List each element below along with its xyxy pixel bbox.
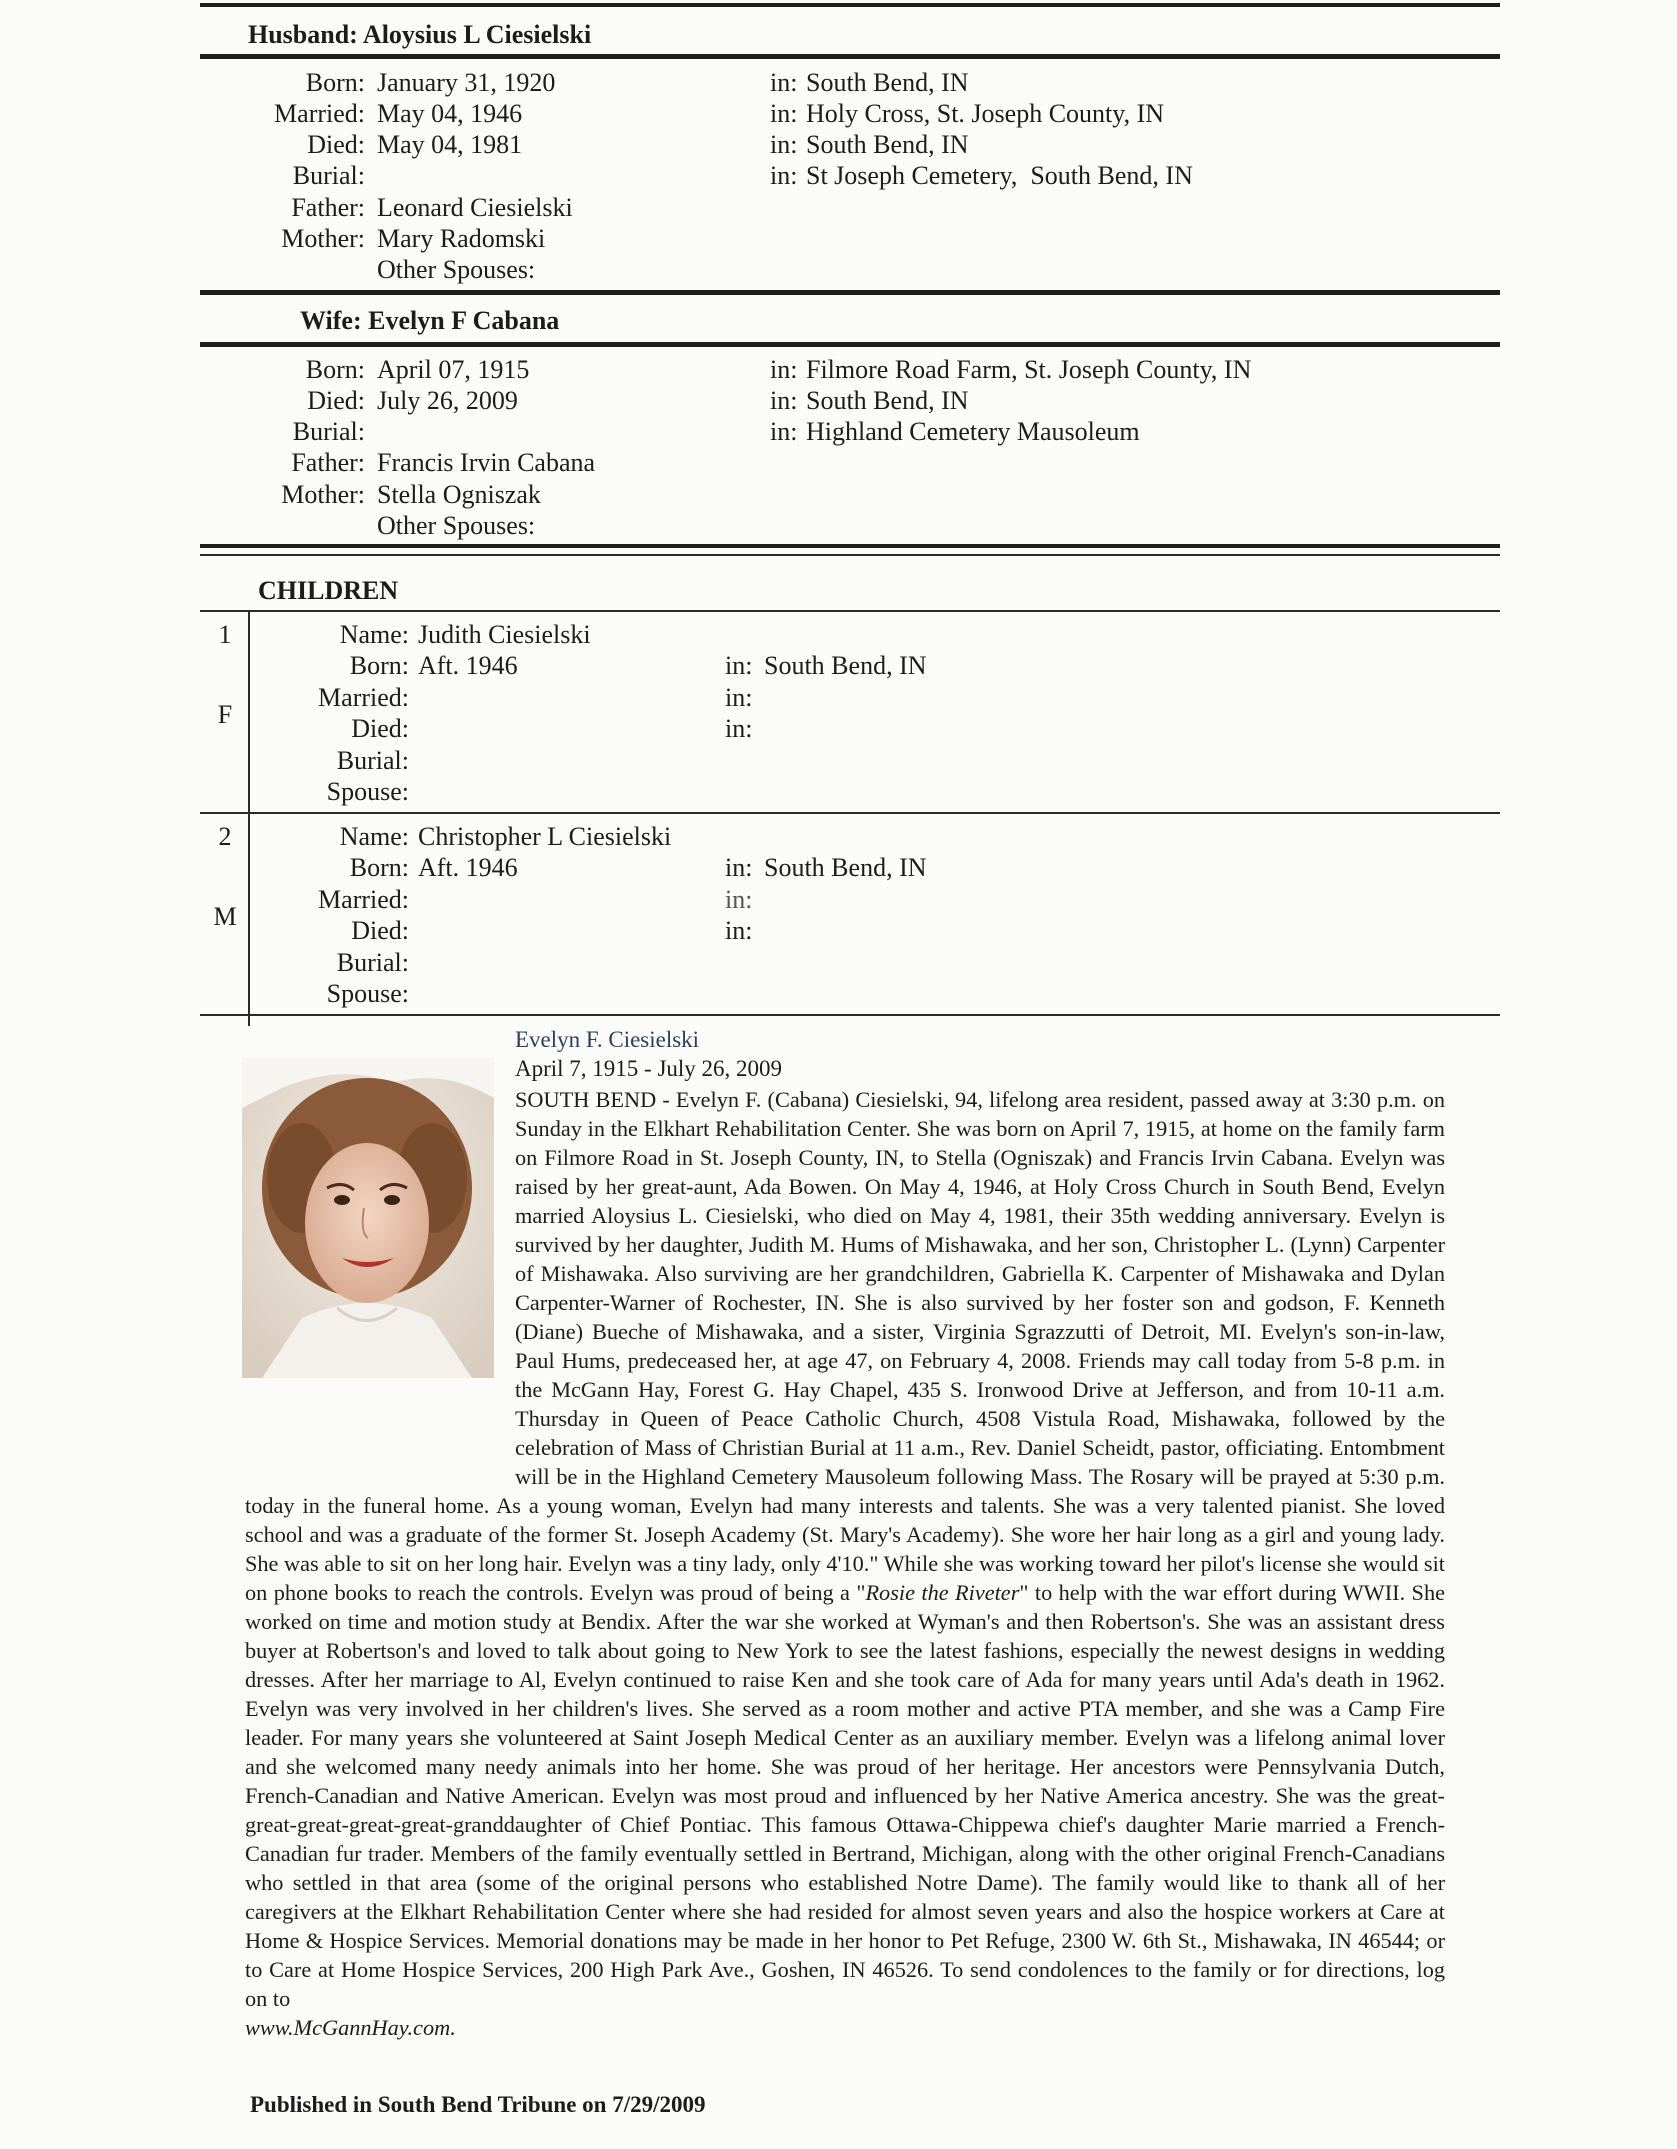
field-label: Burial: bbox=[336, 746, 409, 775]
in-label: in: bbox=[770, 130, 798, 159]
field-value: Stella Ogniszak bbox=[377, 480, 541, 509]
field-label: Born: bbox=[305, 355, 365, 384]
child-sex: F bbox=[217, 700, 233, 729]
field-value: Mary Radomski bbox=[377, 224, 546, 253]
in-label: in: bbox=[770, 68, 798, 97]
children-header-rule bbox=[200, 610, 1500, 612]
field-label: Burial: bbox=[292, 161, 365, 190]
husband-label: Husband: bbox=[248, 20, 358, 49]
in-label: in: bbox=[770, 386, 798, 415]
field-value: January 31, 1920 bbox=[377, 68, 556, 97]
wife-top-rule bbox=[200, 290, 1500, 295]
children-header: CHILDREN bbox=[258, 576, 399, 605]
place-value: South Bend, IN bbox=[806, 130, 969, 159]
children-bottom-rule bbox=[200, 1014, 1500, 1016]
in-label: in: bbox=[725, 853, 753, 882]
husband-header bbox=[248, 20, 591, 50]
place-value: South Bend, IN bbox=[806, 386, 969, 415]
wife-label: Wife: bbox=[300, 306, 362, 335]
field-value: May 04, 1981 bbox=[377, 130, 523, 159]
field-label: Born: bbox=[349, 651, 409, 680]
child-number: 2 bbox=[218, 822, 232, 851]
wife-name: Evelyn F Cabana bbox=[368, 306, 560, 335]
wife-header bbox=[300, 306, 559, 336]
place-value: South Bend, IN bbox=[806, 68, 969, 97]
child-sex: M bbox=[213, 902, 237, 931]
field-label: Name: bbox=[339, 822, 409, 851]
field-value: Francis Irvin Cabana bbox=[377, 448, 596, 477]
field-label: Married: bbox=[274, 99, 365, 128]
obituary-website-link[interactable]: www.McGannHay.com. bbox=[245, 2015, 456, 2040]
field-label: Married: bbox=[318, 885, 409, 914]
field-label: Married: bbox=[318, 683, 409, 712]
children-top-rule bbox=[200, 544, 1500, 548]
obituary-name: Evelyn F. Ciesielski bbox=[515, 1027, 700, 1052]
place-value: Highland Cemetery Mausoleum bbox=[806, 417, 1140, 446]
in-label: in: bbox=[770, 417, 798, 446]
obituary-text bbox=[245, 1085, 1445, 2042]
field-value: Aft. 1946 bbox=[418, 853, 518, 882]
place-value: Filmore Road Farm, St. Joseph County, IN bbox=[806, 355, 1252, 384]
field-label: Name: bbox=[339, 620, 409, 649]
in-label: in: bbox=[725, 885, 753, 914]
in-label: in: bbox=[770, 99, 798, 128]
in-label: in: bbox=[770, 161, 798, 190]
field-label: Burial: bbox=[336, 948, 409, 977]
in-label: in: bbox=[725, 916, 753, 945]
field-label: Died: bbox=[351, 916, 409, 945]
place-value: South Bend, IN bbox=[764, 651, 927, 680]
child-number: 1 bbox=[218, 620, 232, 649]
field-value: May 04, 1946 bbox=[377, 99, 523, 128]
place-value: St Joseph Cemetery, South Bend, IN bbox=[806, 161, 1193, 190]
field-value: Aft. 1946 bbox=[418, 651, 518, 680]
photo-spacer bbox=[245, 1085, 515, 1477]
husband-rule bbox=[200, 54, 1500, 59]
field-label: Father: bbox=[291, 448, 365, 477]
wife-rule bbox=[200, 342, 1500, 347]
field-label: Father: bbox=[291, 193, 365, 222]
husband-other-spouses: Other Spouses: bbox=[377, 255, 536, 284]
place-value: South Bend, IN bbox=[764, 853, 927, 882]
obituary-body-1: SOUTH BEND - Evelyn F. (Cabana) Ciesielski, 94, lifelong area resident, passed away at 3:30 p.m. on Sunday in the Elkhart Rehabilitation Center. She was born on April 7, 1915, at home on the family farm on Filmore Road in St. Joseph County, IN, to Stella (Ogniszak) and Francis Irvin Cabana. Evelyn was raised by her great-aunt, Ada Bowen. On May 4, 1946, at Holy Cross Church in South Bend, Evelyn married Aloysius L. Ciesielski, who died on May 4, 1981, their 35th wedding anniversary. Evelyn is survived by her daughter, Judith M. Hums of Mishawaka, and her son, Christopher L. (Lynn) Carpenter of Mishawaka. Also surviving are her grandchildren, Gabriella K. Carpenter of Mishawaka and Dylan Carpenter-Warner of Rochester, IN. She is also survived by her foster son and godson, F. Kenneth (Diane) Bueche of Mishawaka, and a sister, Virginia Sgrazzutti of Detroit, MI. Evelyn's son-in-law, Paul Hums, predeceased her, at age 47, on February 4, 2008. Friends may call today from 5-8 p.m. in the McGann Hay, Forest G. Hay Chapel, 435 S. Ironwood Drive at Jefferson, and from 10-11 a.m. Thursday in Queen of Peace Catholic Church, 4508 Vistula Road, Mishawaka, followed by the celebration of Mass of Christian Burial at 11 a.m., Rev. Daniel Scheidt, pastor, officiating. Entombment will be in the Highland Cemetery Mausoleum following Mass. The Rosary will be prayed at 5:30 p.m. today in the funeral home. As a young woman, Evelyn had many interests and talents. She was a very talented pianist. She loved school and was a graduate of the former St. Joseph Academy (St. Mary's Academy). She wore her hair long as a girl and young lady. She was able to sit on her long hair. Evelyn was a tiny lady, only 4'10." While she was working toward her pilot's license she would sit on phone books to reach the controls. Evelyn was proud of being a " bbox=[245, 1087, 1445, 1605]
obituary-body-2: " to help with the war effort during WWII. She worked on time and motion study at Bendix. After the war she worked at Wyman's and then Robertson's. She was an assistant dress buyer at Robertson's and loved to talk about going to New York to see the latest fashions, especially the newest designs in wedding dresses. After her marriage to Al, Evelyn continued to raise Ken and she took care of Ada for many years until Ada's death in 1962. Evelyn was very involved in her children's lives. She served as a room mother and active PTA member, and she was a Camp Fire leader. For many years she volunteered at Saint Joseph Medical Center as an auxiliary member. Evelyn was a lifelong animal lover and she welcomed many needy animals into her home. She was proud of her heritage. Her ancestors were Pennsylvania Dutch, French-Canadian and Native American. Evelyn was most proud and influenced by her Native America ancestry. She was the great-great-great-great-great-granddaughter of Chief Pontiac. This famous Ottawa-Chippewa chief's daughter Marie married a French-Canadian fur trader. Members of the family eventually settled in Bertrand, Michigan, along with the other original French-Canadians who settled in that area (some of the original persons who established Notre Dame). The family would like to thank all of her caregivers at the Elkhart Rehabilitation Center where she had resided for almost seven years and also the hospice workers at Care at Home & Hospice Services. Memorial donations may be made in her honor to Pet Refuge, 2300 W. 6th St., Mishawaka, IN 46544; or to Care at Home Hospice Services, 200 High Park Ave., Goshen, IN 46526. To send condolences to the family or for directions, log on to bbox=[245, 1580, 1445, 2011]
field-value: Christopher L Ciesielski bbox=[418, 822, 672, 851]
obituary-italic-phrase: Rosie the Riveter bbox=[865, 1580, 1020, 1605]
field-label: Born: bbox=[305, 68, 365, 97]
wife-other-spouses: Other Spouses: bbox=[377, 511, 536, 540]
field-value: Judith Ciesielski bbox=[418, 620, 591, 649]
field-value: April 07, 1915 bbox=[377, 355, 530, 384]
field-label: Spouse: bbox=[326, 777, 409, 806]
children-separator bbox=[200, 812, 1500, 814]
obituary-dates: April 7, 1915 - July 26, 2009 bbox=[515, 1056, 783, 1081]
field-label: Born: bbox=[349, 853, 409, 882]
in-label: in: bbox=[725, 714, 753, 743]
field-label: Burial: bbox=[292, 417, 365, 446]
field-value: Leonard Ciesielski bbox=[377, 193, 573, 222]
field-value: July 26, 2009 bbox=[377, 386, 518, 415]
field-label: Mother: bbox=[281, 480, 365, 509]
field-label: Died: bbox=[307, 130, 365, 159]
field-label: Died: bbox=[351, 714, 409, 743]
top-rule bbox=[200, 3, 1500, 7]
field-label: Died: bbox=[307, 386, 365, 415]
field-label: Spouse: bbox=[326, 979, 409, 1008]
place-value: Holy Cross, St. Joseph County, IN bbox=[806, 99, 1165, 128]
children-top-rule-2 bbox=[200, 554, 1500, 556]
in-label: in: bbox=[725, 683, 753, 712]
published-line: Published in South Bend Tribune on 7/29/2009 bbox=[250, 2092, 706, 2117]
husband-name: Aloysius L Ciesielski bbox=[362, 20, 592, 49]
in-label: in: bbox=[770, 355, 798, 384]
in-label: in: bbox=[725, 651, 753, 680]
field-label: Mother: bbox=[281, 224, 365, 253]
